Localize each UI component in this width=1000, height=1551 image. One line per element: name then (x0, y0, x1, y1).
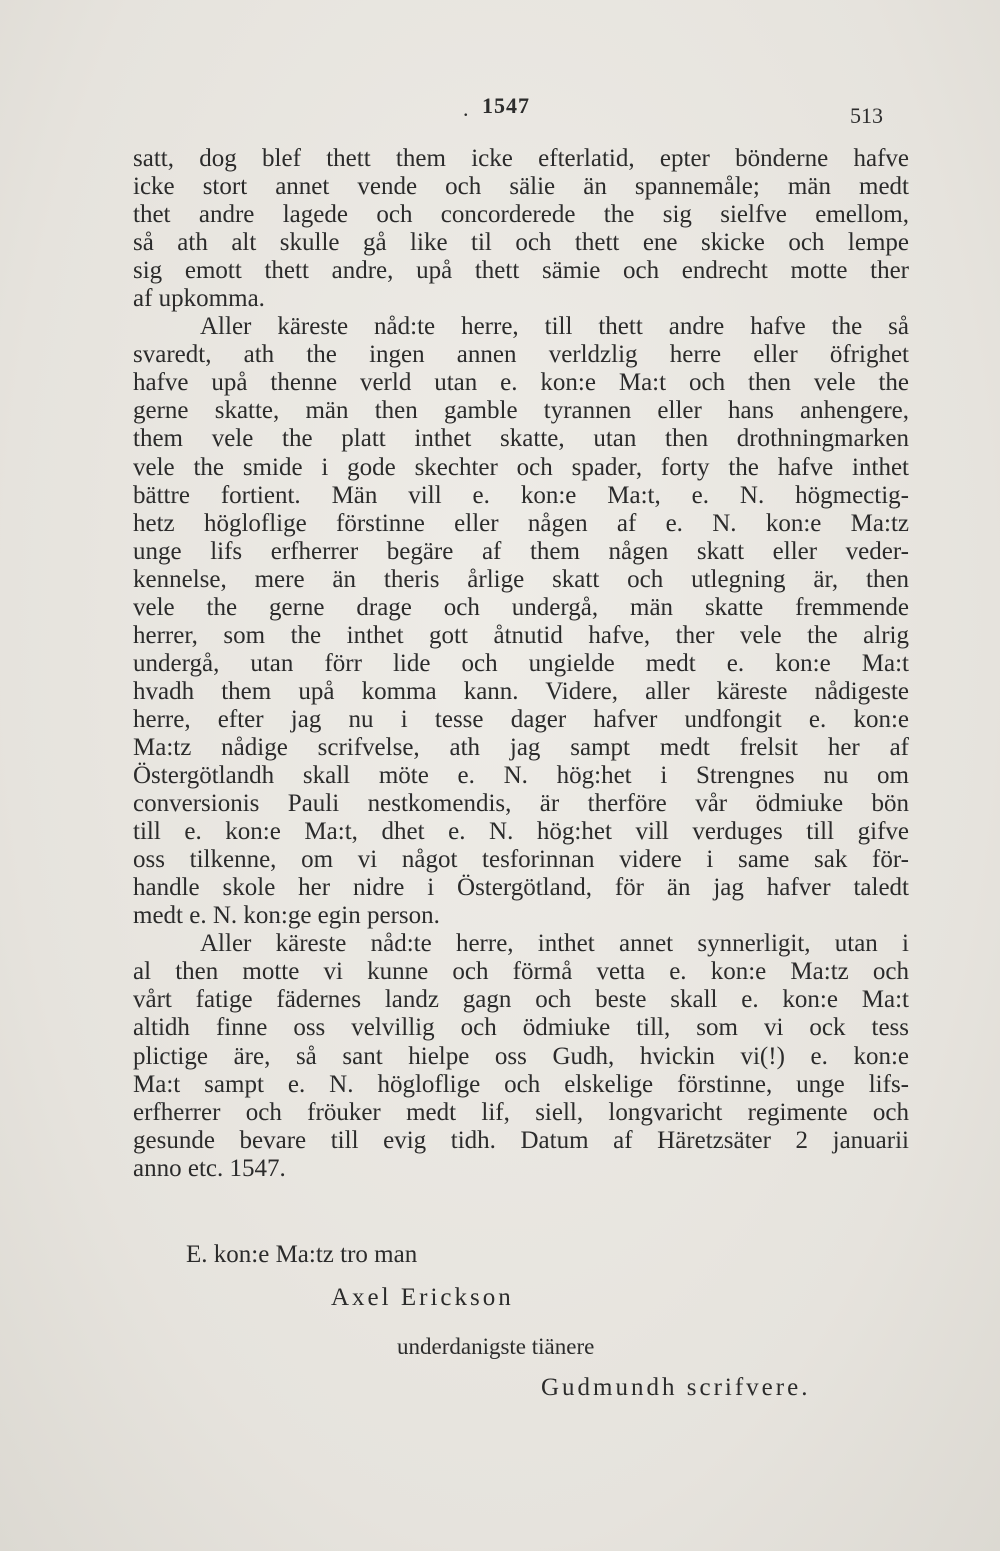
text-line: undergå, utan förr lide och ungielde medt e. kon:e Ma:t (133, 649, 909, 677)
text-line: satt, dog blef thett them icke efterlatid, epter bönderne hafve (133, 145, 909, 172)
text-line: Ma:tz nådige scrifvelse, ath jag sampt medt frelsit her af (133, 733, 909, 761)
text-line: thet andre lagede och concorderede the sig sielfve emellom, (133, 201, 909, 229)
text-line: Aller käreste nåd:te herre, inthet annet synnerligit, utan i (200, 930, 909, 958)
header-year: 1547 (482, 93, 530, 118)
text-line: till e. kon:e Ma:t, dhet e. N. hög:het vill verduges till gifve (133, 818, 909, 846)
text-line: af upkomma. (133, 285, 265, 313)
text-line: vele the smide i gode skechter och spader, forty the hafve inthet (133, 453, 909, 481)
text-line: erfherrer och fröuker medt lif, siell, longvaricht regimente och (133, 1098, 909, 1126)
text-line: al then motte vi kunne och förmå vetta e. kon:e Ma:tz och (133, 958, 909, 986)
signatory-title: underdanigste tiänere (397, 1334, 595, 1359)
text-line: anno etc. 1547. (133, 1154, 286, 1182)
text-line: medt e. N. kon:ge egin person. (133, 902, 440, 930)
signatory-name: Axel Erickson (331, 1284, 514, 1311)
letter-body (133, 145, 909, 1183)
paragraph (133, 930, 909, 1182)
text-line: altidh finne oss velvillig och ödmiuke till, som vi ock tess (133, 1014, 909, 1042)
text-line: vårt fatige fädernes landz gagn och beste skall e. kon:e Ma:t (133, 986, 909, 1014)
scribe-line: Gudmundh scrifvere. (541, 1374, 811, 1401)
text-line: kennelse, mere än theris årlige skatt och utlegning är, then (133, 565, 909, 593)
text-line: icke stort annet vende och sälie än spannemåle; män medt (133, 173, 909, 201)
text-line: oss tilkenne, om vi något tesforinnan videre i same sak för- (133, 846, 909, 874)
closing-greeting: E. kon:e Ma:tz tro man (186, 1241, 418, 1268)
text-line: unge lifs erfherrer begäre af them någen skatt eller veder- (133, 537, 909, 565)
text-line: conversionis Pauli nestkomendis, är therföre vår ödmiuke bön (133, 790, 909, 818)
text-line: så ath alt skulle gå like til och thett ene skicke och lempe (133, 229, 909, 257)
page-number: 513 (850, 103, 883, 128)
paragraph (133, 313, 909, 930)
text-line: bättre fortient. Män vill e. kon:e Ma:t, e. N. högmectig- (133, 481, 909, 509)
text-line: hvadh them upå komma kann. Videre, aller käreste nådigeste (133, 677, 909, 705)
text-line: gerne skatte, män then gamble tyrannen eller hans anhengere, (133, 397, 909, 425)
text-line: handle skole her nidre i Östergötland, för än jag hafver taledt (133, 874, 909, 902)
text-line: svaredt, ath the ingen annen verldzlig herre eller öfrighet (133, 341, 909, 369)
text-line: them vele the platt inthet skatte, utan then drothningmarken (133, 425, 909, 453)
paragraph (133, 145, 909, 313)
header-dot: . (463, 96, 469, 121)
text-line: plictige äre, så sant hielpe oss Gudh, hvickin vi(!) e. kon:e (133, 1042, 909, 1070)
text-line: herre, efter jag nu i tesse dager hafver undfongit e. kon:e (133, 705, 909, 733)
text-line: sig emott thett andre, upå thett sämie och endrecht motte ther (133, 257, 909, 285)
text-line: hafve upå thenne verld utan e. kon:e Ma:t och then vele the (133, 369, 909, 397)
text-line: Aller käreste nåd:te herre, till thett andre hafve the så (200, 313, 909, 341)
text-line: gesunde bevare till evig tidh. Datum af Häretzsäter 2 januarii (133, 1126, 909, 1154)
text-line: Ma:t sampt e. N. högloflige och elskelige förstinne, unge lifs- (133, 1070, 909, 1098)
text-line: vele the gerne drage och undergå, män skatte fremmende (133, 593, 909, 621)
text-line: herrer, som the inthet gott åtnutid hafve, ther vele the alrig (133, 621, 909, 649)
text-line: hetz högloflige förstinne eller någen af e. N. kon:e Ma:tz (133, 509, 909, 537)
text-line: Östergötlandh skall möte e. N. hög:het i Strengnes nu om (133, 762, 909, 790)
